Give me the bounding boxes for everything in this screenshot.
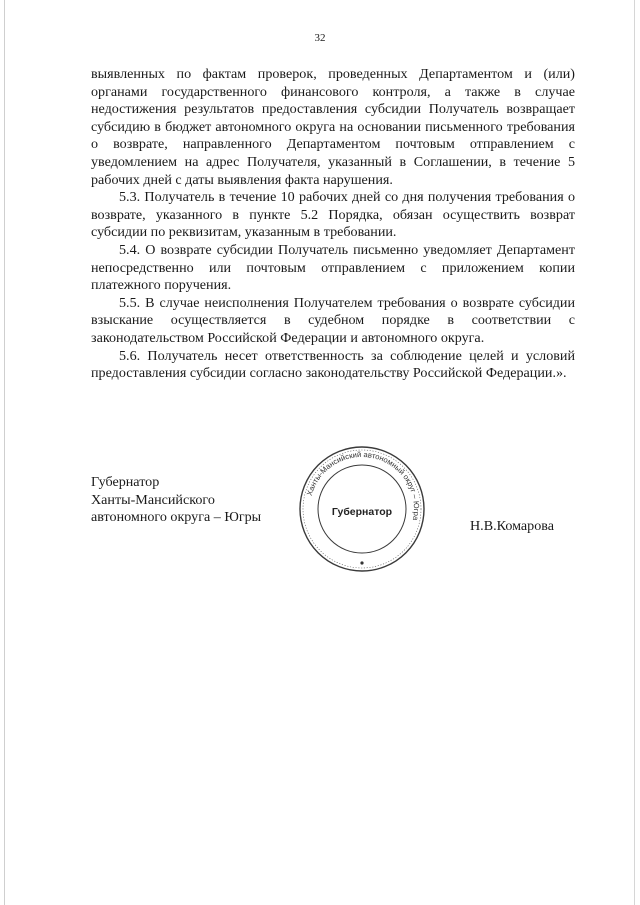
paragraph-5-4: 5.4. О возврате субсидии Получатель письменно уведомляет Департамент непосредственно или почтовым отправлением с приложением копии платежного поручения. [91, 241, 575, 294]
scan-edge-right [634, 0, 635, 905]
signatory-position-line: Ханты-Мансийского [91, 491, 215, 508]
body-text [91, 66, 575, 383]
page-number: 32 [314, 32, 326, 44]
paragraph-5-5: 5.5. В случае неисполнения Получателем требования о возврате субсидии взыскание осуществляется в судебном порядке в соответствии с законодательством Российской Федерации и автономного округа. [91, 294, 575, 346]
paragraph-continuation: выявленных по фактам проверок, проведенных Департаментом и (или) органами государственного финансового контроля, а также в случае недостижения результатов предоставления субсидии Получатель возвращает субсидию в бюджет автономного округа на основании письменного требования о возврате, направленного Департаментом почтовым отправлением с уведомлением на адрес Получателя, указанный в Соглашении, в течение 5 рабочих дней с даты выявления факта нарушения. [91, 66, 575, 188]
seal-center-text: Губернатор [331, 506, 393, 518]
official-seal [297, 444, 427, 574]
seal-bottom-dot [360, 561, 363, 564]
scan-edge-left [4, 0, 5, 905]
signatory-position-line: автономного округа – Югры [91, 509, 262, 526]
seal-ring-textpath: Ханты-Мансийский автономный округ – Югра [304, 449, 422, 522]
paragraph-5-3: 5.3. Получатель в течение 10 рабочих дней со дня получения требования о возврате, указанного в пункте 5.2 Порядка, обязан осуществить возврат субсидии по реквизитам, указанным в требовании. [91, 189, 575, 241]
paragraph-5-6: 5.6. Получатель несет ответственность за соблюдение целей и условий предоставления субсидии согласно законодательству Российской Федерации.». [91, 347, 575, 382]
signatory-position [91, 474, 261, 527]
signatory-name: Н.В.Комарова [470, 518, 554, 534]
signatory-position-line: Губернатор [91, 474, 160, 490]
